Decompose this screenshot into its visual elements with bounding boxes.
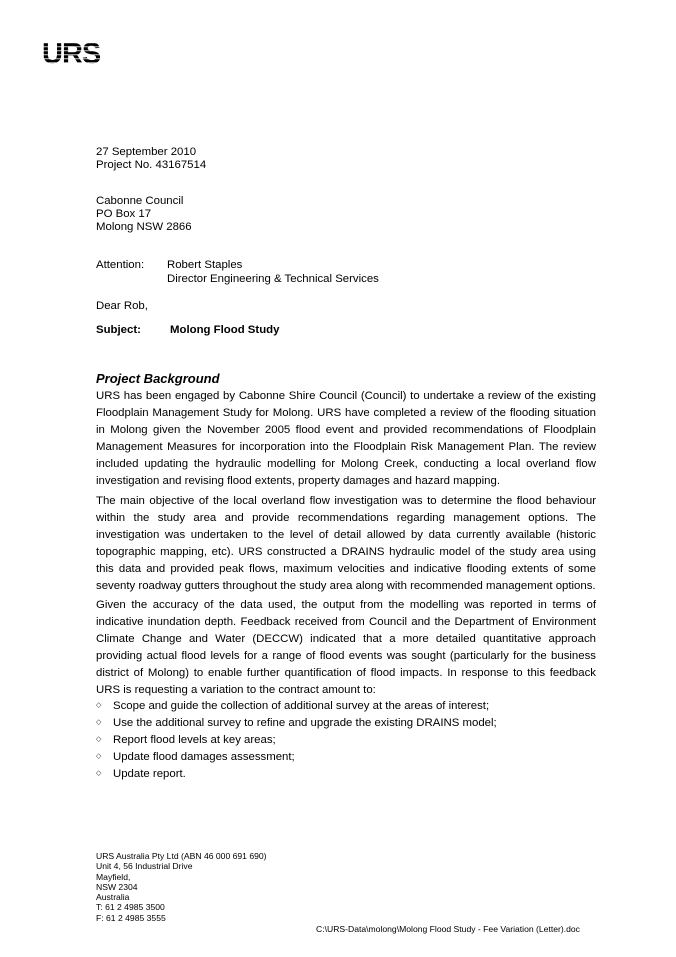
recipient-locality: Molong NSW 2866: [96, 221, 192, 234]
urs-logo-text: URS: [42, 40, 101, 66]
paragraph: The main objective of the local overland flow investigation was to determine the flood behaviour within the study area and provide recommendations regarding management options. The investigation was undertaken to the level of detail allowed by data currently available (historic topographic mapping, etc). URS constructed a DRAINS hydraulic model of the study area using this data and provided peak flows, maximum velocities and indicative flooding extents of some seventy roadway gutters throughout the study area along with recommended management options.: [96, 495, 596, 592]
footer-line: Australia: [96, 892, 130, 903]
list-item: [96, 749, 596, 766]
footer-line: T: 61 2 4985 3500: [96, 902, 165, 913]
recipient-po-box: PO Box 17: [96, 208, 152, 221]
diamond-bullet-icon: ◇: [96, 735, 102, 743]
date-block: [96, 146, 596, 172]
attention-name: Robert Staples: [167, 259, 243, 271]
footer-line: F: 61 2 4985 3555: [96, 912, 166, 923]
letter-date: 27 September 2010: [96, 146, 197, 158]
diamond-bullet-icon: ◇: [96, 702, 102, 709]
list-item-text: Scope and guide the collection of additional survey at the areas of interest;: [113, 700, 490, 712]
list-item-text: Report flood levels at key areas;: [113, 733, 276, 746]
list-item: [96, 698, 596, 715]
list-item-text: Use the additional survey to refine and upgrade the existing DRAINS model;: [113, 716, 497, 729]
document-file-path: C:\URS-Data\molong\Molong Flood Study - Fee Variation (Letter).doc: [316, 924, 580, 934]
project-number: Project No. 43167514: [96, 159, 207, 172]
bullet-list: [96, 698, 596, 783]
salutation: Dear Rob,: [96, 300, 148, 312]
urs-logo-graphic: [42, 40, 118, 66]
diamond-bullet-icon: ◇: [96, 752, 102, 760]
subject-label: Subject:: [96, 324, 141, 336]
recipient-address: [96, 195, 596, 235]
diamond-bullet-icon: ◇: [96, 769, 102, 777]
list-item: [96, 732, 596, 749]
urs-logo: [42, 40, 118, 66]
list-item-text: Update flood damages assessment;: [113, 750, 295, 763]
paragraph: Given the accuracy of the data used, the output from the modelling was reported in terms of indicative inundation depth. Feedback received from Council and the Department of Environment Climate Change and Water (DECCW) indicated that a more detailed quantitative approach providing actual flood levels for a range of flood events was sought (particularly for the business district of Molong) to enable further quantification of flood impacts. In response to this feedback URS is requesting a variation to the contract amount to:: [96, 599, 596, 696]
attention-label: Attention:: [96, 259, 145, 271]
footer-line: Unit 4, 56 Industrial Drive: [96, 861, 193, 872]
recipient-org: Cabonne Council: [96, 195, 184, 207]
company-footer: [96, 851, 267, 923]
attention-title: Director Engineering & Technical Services: [167, 273, 379, 285]
section-heading: Project Background: [96, 371, 220, 386]
subject-text: Molong Flood Study: [170, 324, 280, 336]
footer-line: URS Australia Pty Ltd (ABN 46 000 691 690): [96, 851, 267, 861]
footer-line: Mayfield,: [96, 871, 131, 882]
list-item-text: Update report.: [113, 767, 186, 780]
diamond-bullet-icon: ◇: [96, 718, 102, 726]
footer-line: NSW 2304: [96, 881, 138, 892]
list-item: [96, 715, 596, 732]
list-item: [96, 766, 596, 783]
paragraph: URS has been engaged by Cabonne Shire Council (Council) to undertake a review of the existing Floodplain Management Study for Molong. URS have completed a review of the flooding situation in Molong given the November 2005 flood event and provided recommendations of Floodplain Management Measures for incorporation into the Floodplain Risk Management Plan. The review included updating the hydraulic modelling for Molong Creek, conducting a local overland flow investigation and revising flood extents, property damages and hazard mapping.: [96, 390, 596, 487]
